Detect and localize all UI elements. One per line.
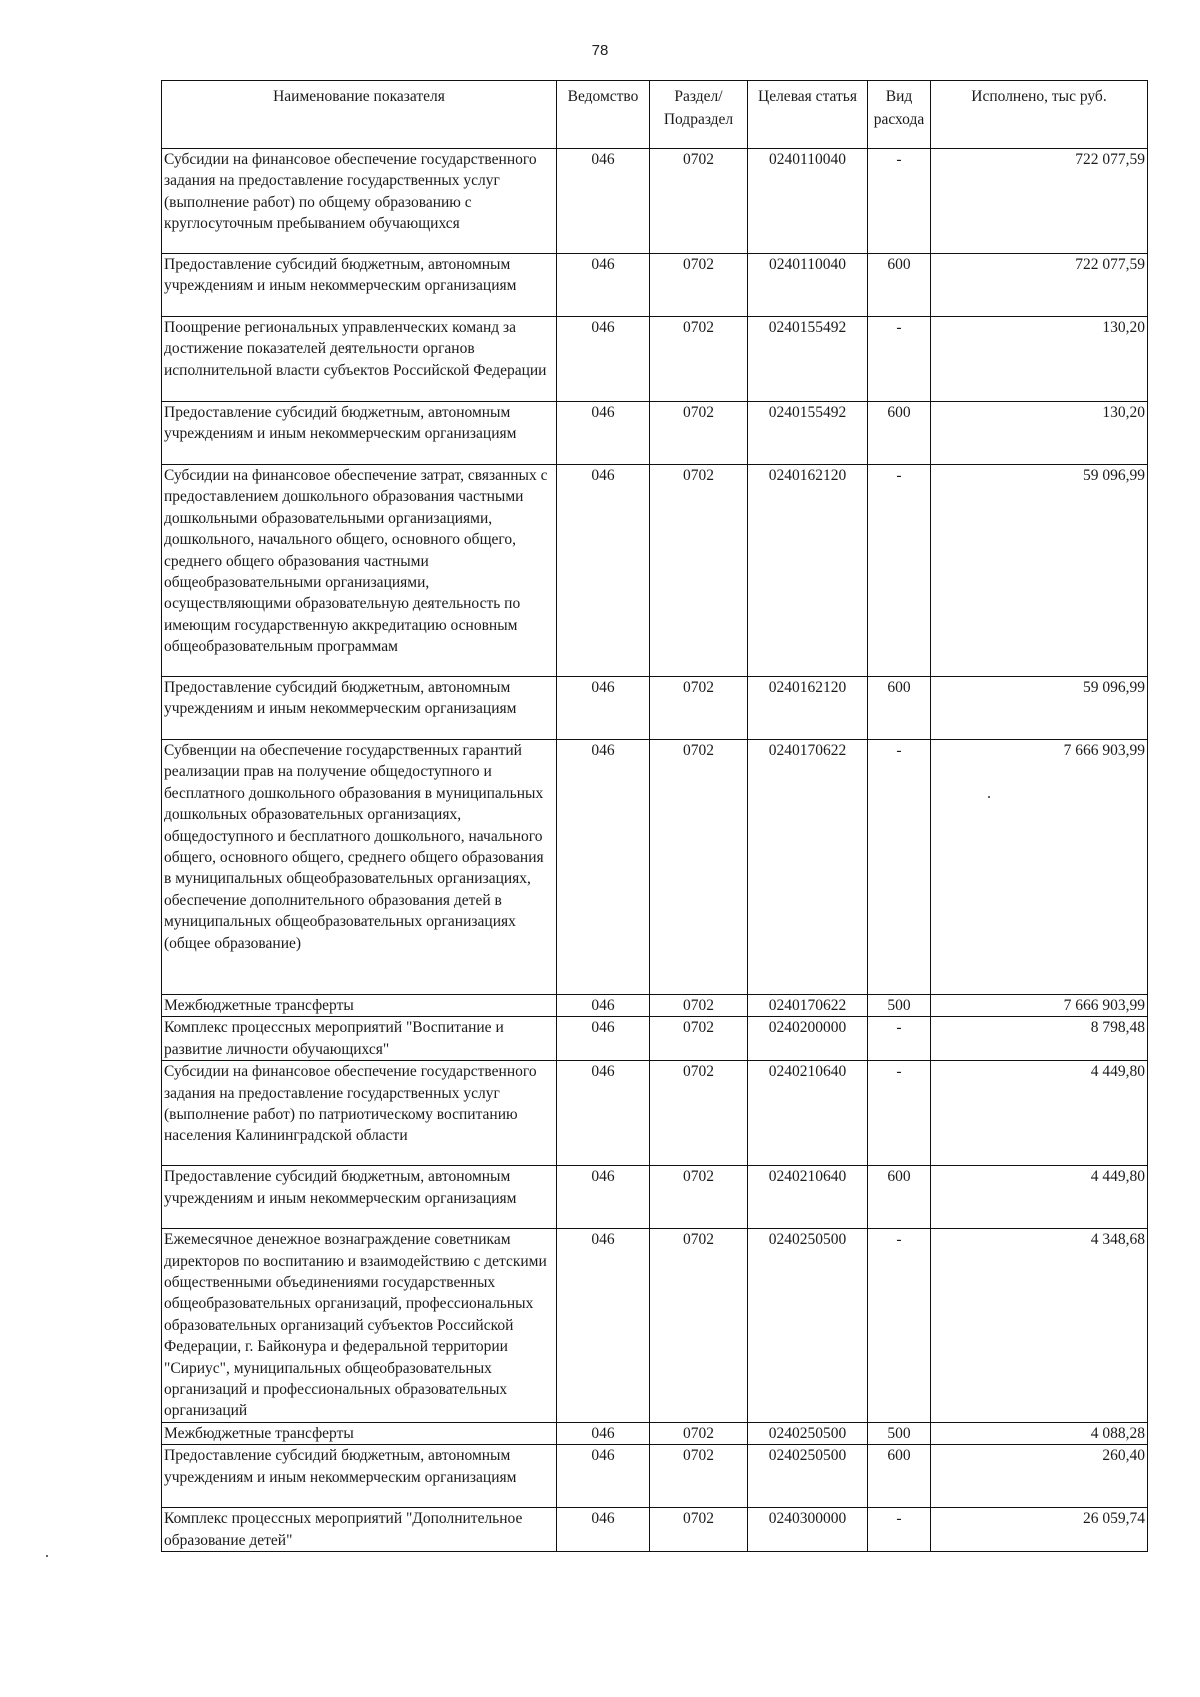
table-row — [162, 677, 1148, 740]
row-amount: 4 449,80 — [931, 1061, 1148, 1166]
row-name: Субсидии на финансовое обеспечение государственного задания на предоставление государственных услуг (выполнение работ) по патриотическому воспитанию населения Калининградской области — [162, 1061, 557, 1166]
row-amount: 130,20 — [931, 402, 1148, 465]
row-section: 0702 — [650, 1229, 748, 1423]
row-expense-type: - — [868, 1017, 931, 1061]
header-section: Раздел/ Подраздел — [650, 81, 748, 149]
row-target: 0240162120 — [748, 677, 868, 740]
row-target: 0240210640 — [748, 1166, 868, 1229]
table-row — [162, 1061, 1148, 1166]
table-row — [162, 1445, 1148, 1508]
row-amount: 722 077,59 — [931, 254, 1148, 317]
row-section: 0702 — [650, 740, 748, 995]
row-name: Поощрение региональных управленческих команд за достижение показателей деятельности органов исполнительной власти субъектов Российской Федерации — [162, 317, 557, 402]
row-target: 0240170622 — [748, 740, 868, 995]
row-expense-type: - — [868, 1229, 931, 1423]
row-expense-type: 600 — [868, 1166, 931, 1229]
row-target: 0240162120 — [748, 465, 868, 677]
table-row — [162, 995, 1148, 1017]
row-name: Субвенции на обеспечение государственных гарантий реализации прав на получение общедоступного и бесплатного дошкольного образования в муниципальных дошкольных образовательных организациях, общедоступного и бесплатного дошкольного, начального общего, основного общего, среднего общего образования в муниципальных общеобразовательных организациях, обеспечение дополнительного образования детей в муниципальных общеобразовательных организациях (общее образование) — [162, 740, 557, 995]
row-amount: 7 666 903,99 — [931, 995, 1148, 1017]
table-row — [162, 1422, 1148, 1444]
row-target: 0240250500 — [748, 1445, 868, 1508]
row-target: 0240250500 — [748, 1422, 868, 1444]
row-dept: 046 — [557, 1166, 650, 1229]
row-dept: 046 — [557, 1508, 650, 1552]
row-dept: 046 — [557, 740, 650, 995]
row-name: Комплекс процессных мероприятий "Воспитание и развитие личности обучающихся" — [162, 1017, 557, 1061]
row-expense-type: - — [868, 1508, 931, 1552]
row-expense-type: 500 — [868, 995, 931, 1017]
row-amount: 7 666 903,99 — [931, 740, 1148, 995]
row-amount: 4 449,80 — [931, 1166, 1148, 1229]
row-dept: 046 — [557, 1017, 650, 1061]
scan-speck — [988, 796, 990, 798]
row-dept: 046 — [557, 677, 650, 740]
row-expense-type: - — [868, 149, 931, 254]
row-amount: 130,20 — [931, 317, 1148, 402]
row-section: 0702 — [650, 995, 748, 1017]
row-name: Предоставление субсидий бюджетным, автономным учреждениям и иным некоммерческим организациям — [162, 677, 557, 740]
row-dept: 046 — [557, 1229, 650, 1423]
row-expense-type: 600 — [868, 677, 931, 740]
row-dept: 046 — [557, 149, 650, 254]
row-name: Предоставление субсидий бюджетным, автономным учреждениям и иным некоммерческим организациям — [162, 1166, 557, 1229]
row-name: Межбюджетные трансферты — [162, 995, 557, 1017]
header-dept: Ведомство — [557, 81, 650, 149]
row-expense-type: - — [868, 465, 931, 677]
header-expense-type: Вид расхода — [868, 81, 931, 149]
row-dept: 046 — [557, 317, 650, 402]
row-section: 0702 — [650, 317, 748, 402]
row-expense-type: 600 — [868, 254, 931, 317]
table-row — [162, 1508, 1148, 1552]
row-target: 0240300000 — [748, 1508, 868, 1552]
header-executed: Исполнено, тыс руб. — [931, 81, 1148, 149]
table-row — [162, 1229, 1148, 1423]
row-section: 0702 — [650, 1422, 748, 1444]
row-target: 0240210640 — [748, 1061, 868, 1166]
header-target: Целевая статья — [748, 81, 868, 149]
row-target: 0240170622 — [748, 995, 868, 1017]
row-amount: 722 077,59 — [931, 149, 1148, 254]
row-section: 0702 — [650, 402, 748, 465]
row-target: 0240110040 — [748, 254, 868, 317]
table-row — [162, 1017, 1148, 1061]
row-amount: 260,40 — [931, 1445, 1148, 1508]
table-row — [162, 402, 1148, 465]
row-section: 0702 — [650, 1445, 748, 1508]
row-name: Предоставление субсидий бюджетным, автономным учреждениям и иным некоммерческим организациям — [162, 1445, 557, 1508]
row-target: 0240110040 — [748, 149, 868, 254]
row-expense-type: - — [868, 317, 931, 402]
table-row — [162, 1166, 1148, 1229]
row-target: 0240200000 — [748, 1017, 868, 1061]
row-expense-type: 600 — [868, 402, 931, 465]
row-target: 0240155492 — [748, 317, 868, 402]
row-dept: 046 — [557, 465, 650, 677]
row-amount: 4 088,28 — [931, 1422, 1148, 1444]
row-name: Субсидии на финансовое обеспечение государственного задания на предоставление государственных услуг (выполнение работ) по общему образованию с круглосуточным пребыванием обучающихся — [162, 149, 557, 254]
row-amount: 59 096,99 — [931, 465, 1148, 677]
row-amount: 26 059,74 — [931, 1508, 1148, 1552]
table-row — [162, 740, 1148, 995]
row-expense-type: - — [868, 1061, 931, 1166]
table-row — [162, 317, 1148, 402]
table-header-row — [162, 81, 1148, 149]
row-amount: 59 096,99 — [931, 677, 1148, 740]
row-dept: 046 — [557, 402, 650, 465]
row-section: 0702 — [650, 1508, 748, 1552]
budget-table — [161, 80, 1148, 1552]
row-name: Субсидии на финансовое обеспечение затрат, связанных с предоставлением дошкольного образования частными дошкольными образовательными организациями, дошкольного, начального общего, основного общего, среднего общего образования частными общеобразовательными организациями, осуществляющими образовательную деятельность по имеющим государственную аккредитацию основным общеобразовательным программам — [162, 465, 557, 677]
header-name: Наименование показателя — [162, 81, 557, 149]
row-section: 0702 — [650, 1166, 748, 1229]
row-name: Ежемесячное денежное вознаграждение советникам директоров по воспитанию и взаимодействию с детскими общественными объединениями государственных общеобразовательных организаций, профессиональных образовательных организаций субъектов Российской Федерации, г. Байконура и федеральной территории "Сириус", муниципальных общеобразовательных организаций и профессиональных образовательных организаций — [162, 1229, 557, 1423]
row-target: 0240250500 — [748, 1229, 868, 1423]
row-name: Предоставление субсидий бюджетным, автономным учреждениям и иным некоммерческим организациям — [162, 402, 557, 465]
row-amount: 4 348,68 — [931, 1229, 1148, 1423]
row-section: 0702 — [650, 1061, 748, 1166]
row-section: 0702 — [650, 149, 748, 254]
table-row — [162, 254, 1148, 317]
row-expense-type: - — [868, 740, 931, 995]
scan-speck — [46, 1555, 48, 1557]
row-dept: 046 — [557, 995, 650, 1017]
row-dept: 046 — [557, 254, 650, 317]
table-row — [162, 149, 1148, 254]
row-expense-type: 600 — [868, 1445, 931, 1508]
row-name: Предоставление субсидий бюджетным, автономным учреждениям и иным некоммерческим организациям — [162, 254, 557, 317]
row-amount: 8 798,48 — [931, 1017, 1148, 1061]
row-expense-type: 500 — [868, 1422, 931, 1444]
table-row — [162, 465, 1148, 677]
row-target: 0240155492 — [748, 402, 868, 465]
row-dept: 046 — [557, 1061, 650, 1166]
row-name: Комплекс процессных мероприятий "Дополнительное образование детей" — [162, 1508, 557, 1552]
row-dept: 046 — [557, 1422, 650, 1444]
row-section: 0702 — [650, 254, 748, 317]
row-section: 0702 — [650, 465, 748, 677]
row-dept: 046 — [557, 1445, 650, 1508]
row-section: 0702 — [650, 677, 748, 740]
page-number: 78 — [591, 42, 609, 59]
row-section: 0702 — [650, 1017, 748, 1061]
row-name: Межбюджетные трансферты — [162, 1422, 557, 1444]
